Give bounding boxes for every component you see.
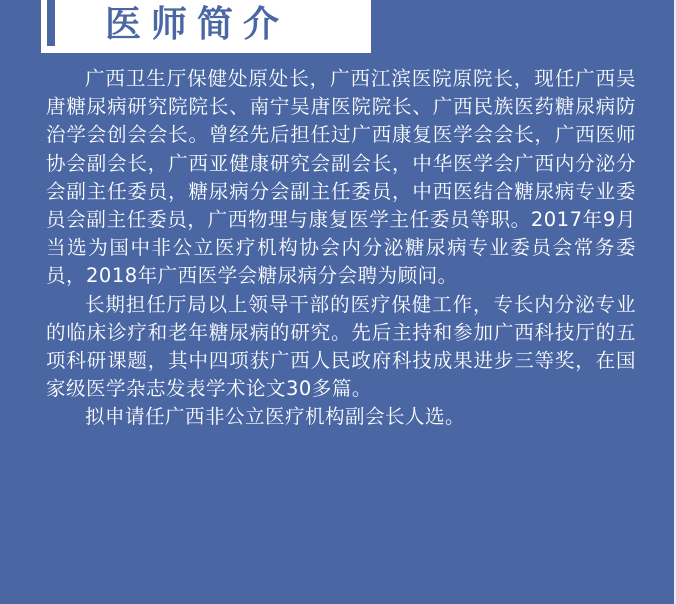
profile-text	[46, 65, 636, 432]
title-accent-bar	[47, 0, 55, 46]
title-banner	[41, 0, 371, 53]
profile-paragraph-3: 拟申请任广西非公立医疗机构副会长人选。	[85, 405, 466, 429]
page-title: 医师简介	[105, 4, 290, 45]
profile-paragraph-1: 广西卫生厅保健处原处长，广西江滨医院原院长，现任广西吴唐糖尿病研究院院长、南宁吴唐医院院长、广西民族医药糖尿病防治学会创会会长。曾经先后担任过广西康复医学会会长，广西医师协会副会长，广西亚健康研究会副会长，中华医学会广西内分泌分会副主任委员，糖尿病分会副主任委员，中西医结合糖尿病专业委员会副主任委员，广西物理与康复医学主任委员等职。2017年9月当选为国中非公立医疗机构协会内分泌糖尿病专业委员会常务委员，2018年广西医学会糖尿病分会聘为顾问。	[46, 67, 636, 288]
profile-paragraph-2: 长期担任厅局以上领导干部的医疗保健工作，专长内分泌专业的临床诊疗和老年糖尿病的研究。先后主持和参加广西科技厅的五项科研课题，其中四项获广西人民政府科技成果进步三等奖，在国家级医学杂志发表学术论文30多篇。	[46, 292, 636, 401]
